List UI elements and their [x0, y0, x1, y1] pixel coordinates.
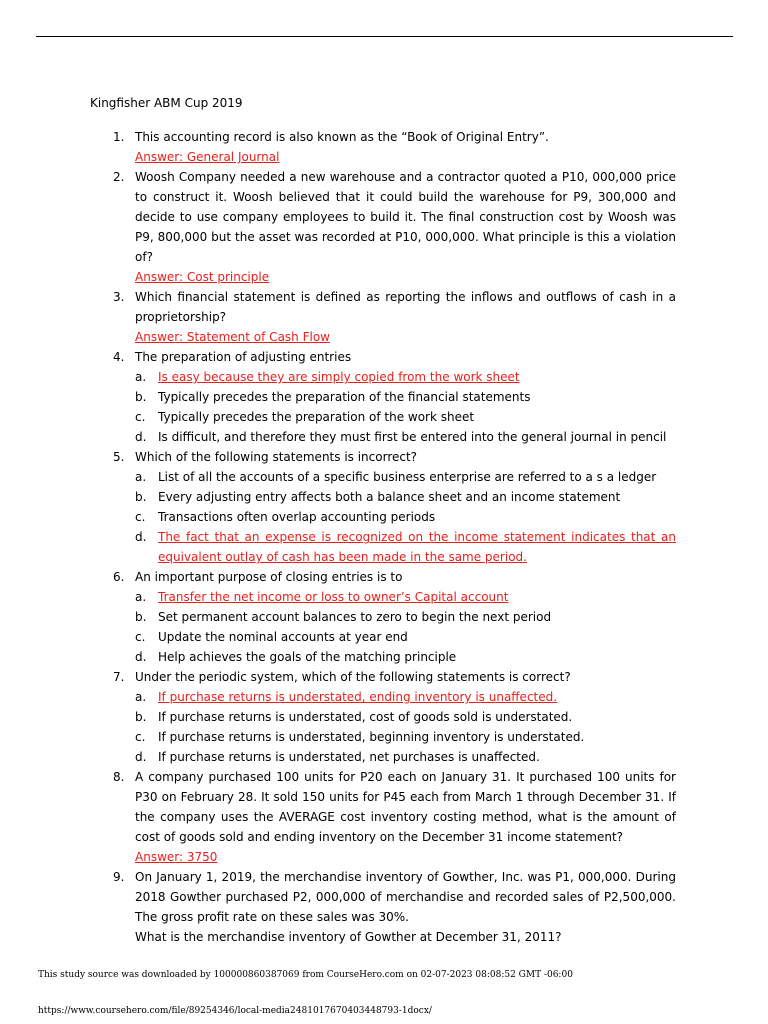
question-number: 1. [113, 130, 125, 144]
option-text: If purchase returns is understated, net purchases is unaffected. [158, 750, 540, 764]
question-text: Under the periodic system, which of the following statements is correct? [135, 670, 571, 684]
option-text: Is easy because they are simply copied from the work sheet [158, 370, 520, 384]
option-letter: a. [135, 690, 147, 704]
answer-text: Answer: Statement of Cash Flow [135, 330, 330, 344]
question-text: Woosh Company needed a new warehouse and a contractor quoted a P10, 000,000 price to construct it. Woosh believed that it could build the warehouse for P9, 300,000 and decide to use company employees to build it. The final construction cost by Woosh was P9, 800,000 but the asset was recorded at P10, 000,000. What principle is this a violation of? [135, 170, 676, 264]
question-item [0, 347, 676, 447]
option-letter: d. [135, 650, 147, 664]
option-text: If purchase returns is understated, cost of goods sold is understated. [158, 710, 573, 724]
question-text: This accounting record is also known as the “Book of Original Entry”. [135, 130, 549, 144]
question-item [0, 447, 676, 567]
question-text: An important purpose of closing entries is to [135, 570, 403, 584]
question-followup-text: What is the merchandise inventory of Gowther at December 31, 2011? [135, 930, 562, 944]
option-text: The fact that an expense is recognized on the income statement indicates that an equivalent outlay of cash has been made in the same period. [158, 530, 676, 564]
option-item [135, 467, 676, 487]
option-item [135, 507, 676, 527]
option-letter: d. [135, 750, 147, 764]
question-number: 5. [113, 450, 125, 464]
question-number: 3. [113, 290, 125, 304]
option-item [135, 487, 676, 507]
option-item [135, 727, 676, 747]
question-number: 2. [113, 170, 125, 184]
option-item [135, 387, 676, 407]
option-list [135, 587, 676, 667]
question-number: 9. [113, 870, 125, 884]
question-item [0, 127, 676, 167]
option-item [135, 607, 676, 627]
option-text: List of all the accounts of a specific business enterprise are referred to a s a ledger [158, 470, 657, 484]
option-letter: b. [135, 390, 147, 404]
option-list [135, 367, 676, 447]
option-item-correct [135, 527, 676, 567]
option-text: Help achieves the goals of the matching principle [158, 650, 457, 664]
option-letter: a. [135, 470, 147, 484]
option-letter: b. [135, 490, 147, 504]
question-item [0, 167, 676, 287]
option-letter: b. [135, 710, 147, 724]
option-letter: c. [135, 410, 146, 424]
option-text: Update the nominal accounts at year end [158, 630, 408, 644]
option-text: Transactions often overlap accounting periods [158, 510, 436, 524]
question-text: A company purchased 100 units for P20 each on January 31. It purchased 100 units for P30 on February 28. It sold 150 units for P45 each from March 1 through December 31. If the company uses the AVERAGE cost inventory costing method, what is the amount of cost of goods sold and ending inventory on the December 31 income statement? [135, 770, 676, 844]
question-item [0, 567, 676, 667]
option-letter: c. [135, 730, 146, 744]
option-letter: d. [135, 430, 147, 444]
option-letter: b. [135, 610, 147, 624]
option-letter: d. [135, 530, 147, 544]
source-url: https://www.coursehero.com/file/89254346/local-media2481017670403448793-1docx/ [38, 1006, 432, 1016]
option-letter: a. [135, 370, 147, 384]
option-item-correct [135, 367, 676, 387]
option-list [135, 467, 676, 567]
question-item [0, 667, 676, 767]
question-list [0, 127, 768, 947]
answer-text: Answer: Cost principle [135, 270, 270, 284]
answer-text: Answer: 3750 [135, 850, 218, 864]
option-item [135, 627, 676, 647]
option-text: If purchase returns is understated, ending inventory is unaffected. [158, 690, 558, 704]
option-item [135, 747, 676, 767]
option-letter: a. [135, 590, 147, 604]
question-text: Which of the following statements is incorrect? [135, 450, 418, 464]
question-number: 4. [113, 350, 125, 364]
question-item [0, 767, 676, 867]
answer-text: Answer: General Journal [135, 150, 280, 164]
option-item-correct [135, 587, 676, 607]
question-text: On January 1, 2019, the merchandise inventory of Gowther, Inc. was P1, 000,000. During 2018 Gowther purchased P2, 000,000 of merchandise and recorded sales of P2,500,000. The gross profit rate on these sales was 30%. [135, 870, 676, 924]
option-item [135, 427, 676, 447]
option-text: Transfer the net income or loss to owner’s Capital account [158, 590, 509, 604]
option-letter: c. [135, 510, 146, 524]
question-text: Which financial statement is defined as reporting the inflows and outflows of cash in a proprietorship? [135, 290, 676, 324]
question-number: 7. [113, 670, 125, 684]
option-item [135, 707, 676, 727]
question-item [0, 287, 676, 347]
download-notice: This study source was downloaded by 100000860387069 from CourseHero.com on 02-07-2023 08:08:52 GMT -06:00 [38, 970, 573, 980]
question-number: 8. [113, 770, 125, 784]
option-item-correct [135, 687, 676, 707]
question-item [0, 867, 676, 947]
option-text: Typically precedes the preparation of the work sheet [158, 410, 475, 424]
document-title: Kingfisher ABM Cup 2019 [90, 96, 243, 110]
header-rule [36, 36, 733, 37]
option-text: Set permanent account balances to zero to begin the next period [158, 610, 552, 624]
option-item [135, 407, 676, 427]
option-text: Every adjusting entry affects both a balance sheet and an income statement [158, 490, 621, 504]
option-list [135, 687, 676, 767]
question-number: 6. [113, 570, 125, 584]
option-item [135, 647, 676, 667]
option-letter: c. [135, 630, 146, 644]
option-text: Typically precedes the preparation of the financial statements [158, 390, 531, 404]
option-text: Is difficult, and therefore they must first be entered into the general journal in pencil [158, 430, 667, 444]
question-text: The preparation of adjusting entries [135, 350, 352, 364]
option-text: If purchase returns is understated, beginning inventory is understated. [158, 730, 585, 744]
